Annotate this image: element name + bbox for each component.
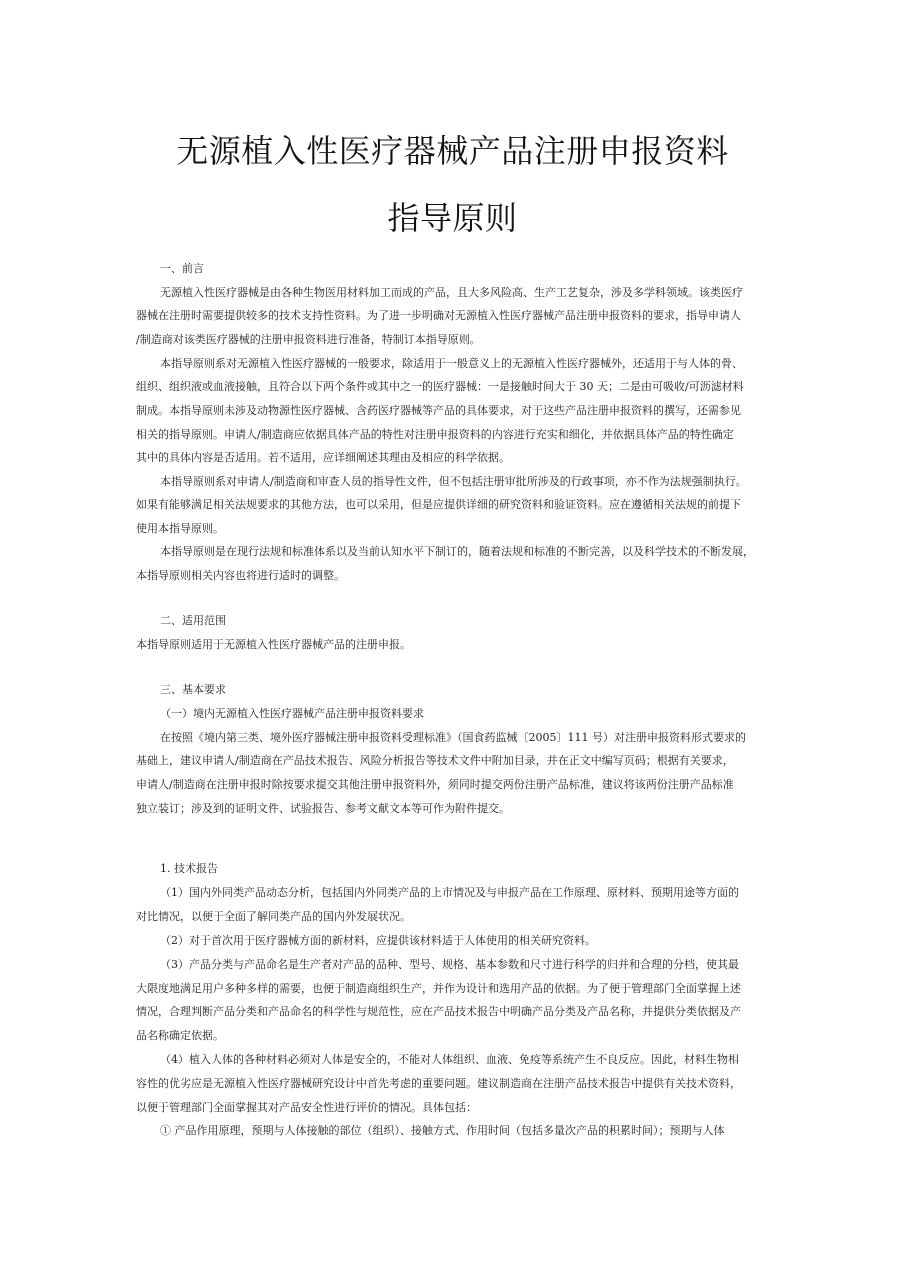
paragraph-line: 其中的具体内容是否适用。若不适用，应详细阐述其理由及相应的科学依据。: [136, 451, 510, 464]
paragraph-line: 基础上，建议申请人/制造商在产品技术报告、风险分析报告等技术文件中附加目录，并在正文中编写页码；根据有关要求，: [136, 754, 734, 767]
paragraph-line: （3）产品分类与产品命名是生产者对产品的品种、型号、规格、基本参数和尺寸进行科学的归并和合理的分档，使其最: [160, 958, 739, 971]
paragraph-line: （1）国内外同类产品动态分析，包括国内外同类产品的上市情况及与申报产品在工作原理、原材料、预期用途等方面的: [160, 886, 739, 899]
paragraph-line: 如果有能够满足相关法规要求的其他方法，也可以采用，但是应提供详细的研究资料和验证资料。应在遵循相关法规的前提下: [136, 498, 741, 511]
paragraph-line: 本指导原则系对无源植入性医疗器械的一般要求，除适用于一般意义上的无源植入性医疗器械外，还适用于与人体的骨、: [160, 357, 743, 370]
paragraph-line: 本指导原则系对申请人/制造商和审查人员的指导性文件，但不包括注册审批所涉及的行政事项，亦不作为法规强制执行。: [160, 475, 747, 488]
paragraph-line: 以便于管理部门全面掌握其对产品安全性进行评价的情况。具体包括：: [136, 1101, 477, 1114]
paragraph-line: 本指导原则相关内容也将进行适时的调整。: [136, 569, 345, 582]
item-heading-technical-report: 1. 技术报告: [160, 862, 218, 875]
paragraph-line: 相关的指导原则。申请人/制造商应依据具体产品的特性对注册申报资料的内容进行充实和细化，并依据具体产品的特性确定: [136, 428, 734, 441]
document-subtitle: 指导原则: [387, 199, 518, 237]
paragraph-line: 在按照《境内第三类、境外医疗器械注册申报资料受理标准》（国食药监械〔2005〕111 号）对注册申报资料形式要求的: [160, 731, 746, 744]
paragraph-line: 申请人/制造商在注册申报时除按要求提交其他注册申报资料外，须同时提交两份注册产品标准，建议将该两份注册产品标准: [136, 778, 734, 791]
paragraph-line: 器械在注册时需要提供较多的技术支持性资料。为了进一步明确对无源植入性医疗器械产品注册申报资料的要求，指导申请人: [136, 309, 741, 322]
paragraph-line: 容性的优劣应是无源植入性医疗器械研究设计中首先考虑的重要问题。建议制造商在注册产品技术报告中提供有关技术资料，: [136, 1077, 741, 1090]
subsection-heading: （一）境内无源植入性医疗器械产品注册申报资料要求: [160, 707, 424, 720]
paragraph-line: /制造商对该类医疗器械的注册申报资料进行准备，特制订本指导原则。: [136, 333, 481, 346]
paragraph-line: 对比情况，以便于全面了解同类产品的国内外发展状况。: [136, 910, 411, 923]
section-heading-preface: 一、前言: [160, 262, 204, 275]
paragraph-line: 本指导原则是在现行法规和标准体系以及当前认知水平下制订的，随着法规和标准的不断完善，以及科学技术的不断发展，: [160, 545, 754, 558]
paragraph-line: 品名称确定依据。: [136, 1029, 224, 1042]
paragraph-line: ① 产品作用原理，预期与人体接触的部位（组织）、接触方式、作用时间（包括多量次产品的积累时间）；预期与人体: [160, 1124, 725, 1137]
paragraph-line: 本指导原则适用于无源植入性医疗器械产品的注册申报。: [136, 638, 411, 651]
section-heading-scope: 二、适用范围: [160, 614, 226, 627]
paragraph-line: 使用本指导原则。: [136, 522, 224, 535]
paragraph-line: 情况，合理判断产品分类和产品命名的科学性与规范性，应在产品技术报告中明确产品分类及产品名称，并提供分类依据及产: [136, 1005, 741, 1018]
paragraph-line: 组织、组织液或血液接触，且符合以下两个条件或其中之一的医疗器械：一是接触时间大于 30 天；二是由可吸收/可沥滤材料: [136, 380, 744, 393]
paragraph-line: 制成。本指导原则未涉及动物源性医疗器械、含药医疗器械等产品的具体要求，对于这些产品注册申报资料的撰写，还需参见: [136, 404, 741, 417]
paragraph-line: 大限度地满足用户多种多样的需要，也便于制造商组织生产，并作为设计和选用产品的依据。为了便于管理部门全面掌握上述: [136, 982, 741, 995]
paragraph-line: （2）对于首次用于医疗器械方面的新材料，应提供该材料适于人体使用的相关研究资料。: [160, 934, 596, 947]
paragraph-line: 独立装订；涉及到的证明文件、试验报告、参考文献文本等可作为附件提交。: [136, 802, 510, 815]
section-heading-requirements: 三、基本要求: [160, 683, 226, 696]
paragraph-line: （4）植入人体的各种材料必须对人体是安全的，不能对人体组织、血液、免疫等系统产生不良反应。因此，材料生物相: [160, 1053, 739, 1066]
document-title: 无源植入性医疗器械产品注册申报资料: [176, 132, 729, 170]
paragraph-line: 无源植入性医疗器械是由各种生物医用材料加工而成的产品，且大多风险高、生产工艺复杂，涉及多学科领域。该类医疗: [160, 286, 743, 299]
